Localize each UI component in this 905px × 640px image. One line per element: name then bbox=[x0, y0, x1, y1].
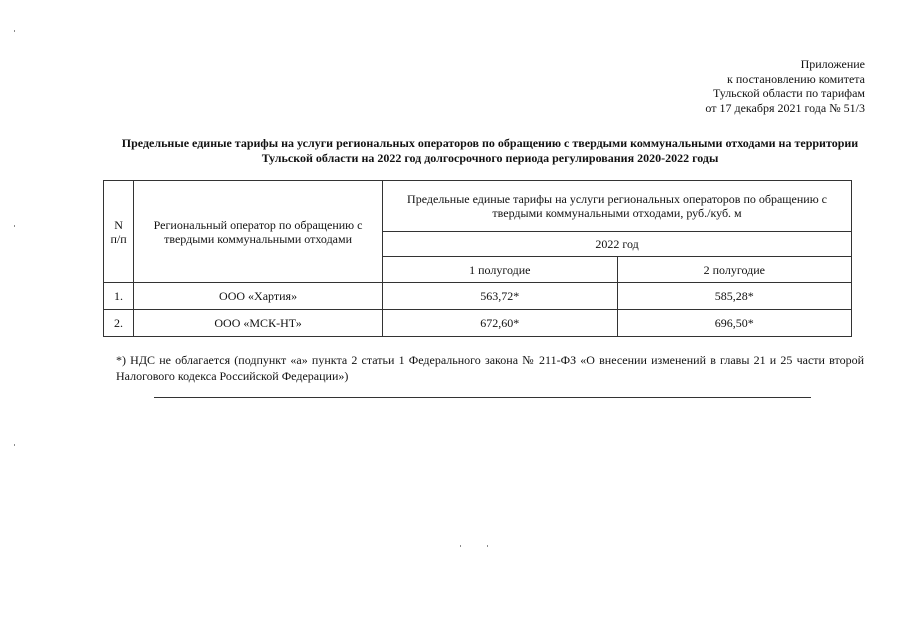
document-title: Предельные единые тарифы на услуги региональных операторов по обращению с твердыми коммунальными отходами на территории Тульской области на 2022 год долгосрочного периода регулирования 2020-2022 годы bbox=[121, 136, 859, 165]
row-operator: ООО «Хартия» bbox=[134, 283, 383, 310]
row-half-1: 563,72* bbox=[383, 283, 617, 310]
footnote-divider bbox=[154, 397, 811, 398]
row-half-2: 585,28* bbox=[617, 283, 851, 310]
appendix-line-3: Тульской области по тарифам bbox=[712, 86, 865, 100]
appendix-header bbox=[705, 57, 865, 115]
appendix-line-4: от 17 декабря 2021 года № 51/3 bbox=[705, 100, 865, 115]
appendix-line-1: Приложение bbox=[800, 57, 865, 71]
scan-speck bbox=[14, 444, 15, 446]
table-row bbox=[104, 283, 852, 310]
scan-speck bbox=[14, 30, 15, 32]
tariff-table bbox=[103, 180, 852, 337]
header-operator: Региональный оператор по обращению с твердыми коммунальными отходами bbox=[134, 181, 383, 283]
row-half-1: 672,60* bbox=[383, 310, 617, 337]
table-header-row bbox=[104, 181, 852, 232]
header-num: N п/п bbox=[104, 181, 134, 283]
appendix-line-2: к постановлению комитета bbox=[727, 71, 865, 86]
table-row bbox=[104, 310, 852, 337]
header-half-1: 1 полугодие bbox=[383, 257, 617, 283]
scan-speck bbox=[14, 225, 15, 227]
footnote: *) НДС не облагается (подпункт «а» пункта 2 статьи 1 Федерального закона № 211-ФЗ «О внесении изменений в главы 21 и 25 части второй Налогового кодекса Российской Федерации») bbox=[116, 353, 864, 383]
header-half-2: 2 полугодие bbox=[617, 257, 851, 283]
scan-speck bbox=[487, 545, 488, 547]
row-num: 1. bbox=[104, 283, 134, 310]
row-half-2: 696,50* bbox=[617, 310, 851, 337]
row-operator: ООО «МСК-НТ» bbox=[134, 310, 383, 337]
header-year: 2022 год bbox=[383, 232, 852, 257]
header-tariff: Предельные единые тарифы на услуги региональных операторов по обращению с твердыми коммунальными отходами, руб./куб. м bbox=[383, 181, 852, 232]
row-num: 2. bbox=[104, 310, 134, 337]
scan-speck bbox=[460, 545, 461, 547]
